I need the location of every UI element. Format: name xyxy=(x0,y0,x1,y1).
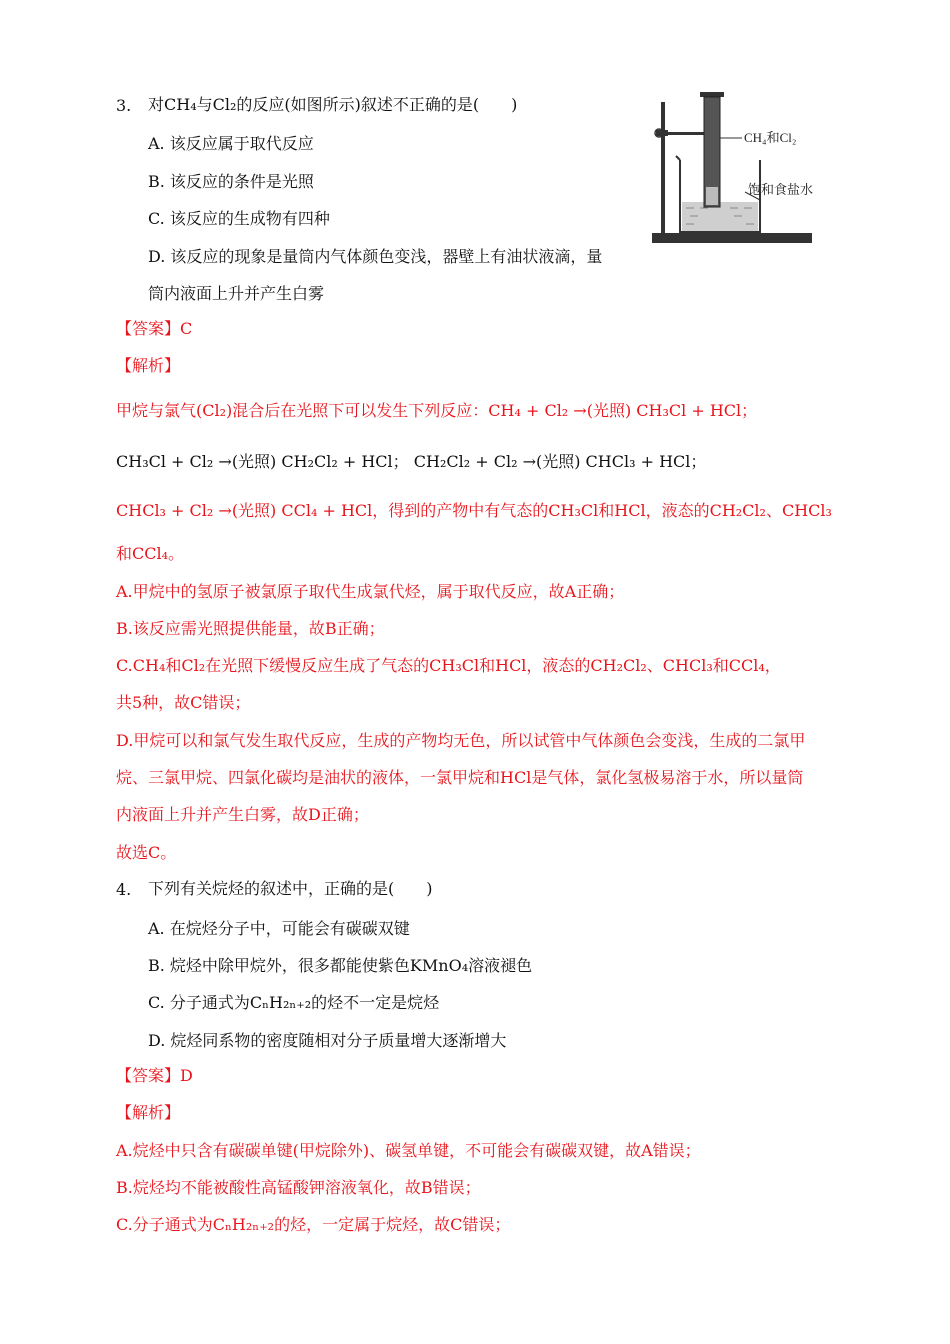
question-3-analysis-line: B.该反应需光照提供能量，故B正确； xyxy=(116,619,385,638)
question-3-analysis-title: 【解析】 xyxy=(116,356,181,375)
question-4-analysis-line: A.烷烃中只含有碳碳单键(甲烷除外)、碳氢单键，不可能会有碳碳双键，故A错误； xyxy=(116,1141,701,1160)
cylinder-top xyxy=(700,92,724,97)
question-3-analysis-equation: CH₃Cl + Cl₂ →(光照) CH₂Cl₂ + HCl； CH₂Cl₂ + Cl₂ →(光照) CHCl₃ + HCl； xyxy=(116,452,707,471)
question-3-option-a: A. 该反应属于取代反应 xyxy=(148,134,314,153)
stand-base xyxy=(652,233,812,243)
question-4-option-d: D. 烷烃同系物的密度随相对分子质量增大逐渐增大 xyxy=(148,1031,507,1050)
question-3-analysis-line: 内液面上升并产生白雾，故D正确； xyxy=(116,805,369,824)
question-4-analysis-line: C.分子通式为CₙH₂ₙ₊₂的烃，一定属于烷烃，故C错误； xyxy=(116,1215,511,1234)
question-4-stem: 下列有关烷烃的叙述中，正确的是( ) xyxy=(148,879,433,898)
question-3-analysis-line: D.甲烷可以和氯气发生取代反应，生成的产物均无色，所以试管中气体颜色会变浅，生成的二氯甲 xyxy=(116,731,806,750)
question-4-number: 4. xyxy=(116,880,132,899)
question-4-answer: 【答案】D xyxy=(116,1066,193,1085)
question-3-option-d: D. 该反应的现象是量筒内气体颜色变浅，器壁上有油状液滴，量 xyxy=(148,247,603,266)
question-3-analysis-line: 和CCl₄。 xyxy=(116,544,185,563)
question-3-analysis-line: 烷、三氯甲烷、四氯化碳均是油状的液体，一氯甲烷和HCl是气体，氯化氢极易溶于水，所以量筒 xyxy=(116,768,804,787)
question-3-option-b: B. 该反应的条件是光照 xyxy=(148,172,314,191)
question-3-number: 3. xyxy=(116,96,132,115)
question-4-analysis-title: 【解析】 xyxy=(116,1103,181,1122)
apparatus-diagram xyxy=(650,92,850,252)
question-3-stem: 对CH₄与Cl₂的反应(如图所示)叙述不正确的是( ) xyxy=(148,95,518,114)
question-3-answer: 【答案】C xyxy=(116,319,193,338)
question-3-analysis-line: 共5种，故C错误； xyxy=(116,693,251,712)
question-4-option-b: B. 烷烃中除甲烷外，很多都能使紫色KMnO₄溶液褪色 xyxy=(148,956,533,975)
label-gas: CH₄和Cl₂ xyxy=(744,130,797,145)
apparatus-figure xyxy=(650,92,850,252)
question-4-analysis-line: B.烷烃均不能被酸性高锰酸钾溶液氧化，故B错误； xyxy=(116,1178,481,1197)
label-salt-water: 饱和食盐水 xyxy=(748,182,814,197)
question-3-option-d-cont: 筒内液面上升并产生白雾 xyxy=(148,284,325,303)
question-3-analysis-line: 甲烷与氯气(Cl₂)混合后在光照下可以发生下列反应：CH₄ + Cl₂ →(光照) CH₃Cl + HCl； xyxy=(116,401,758,420)
question-3-analysis-line: C.CH₄和Cl₂在光照下缓慢反应生成了气态的CH₃Cl和HCl，液态的CH₂Cl₂、CHCl₃和CCl₄， xyxy=(116,656,781,675)
question-3-option-c: C. 该反应的生成物有四种 xyxy=(148,209,330,228)
question-3-analysis-line: CHCl₃ + Cl₂ →(光照) CCl₄ + HCl，得到的产物中有气态的CH₃Cl和HCl，液态的CH₂Cl₂、CHCl₃ xyxy=(116,501,832,520)
question-3-analysis-line: 故选C。 xyxy=(116,843,177,862)
question-4-option-a: A. 在烷烃分子中，可能会有碳碳双键 xyxy=(148,919,410,938)
question-3-analysis-line: A.甲烷中的氢原子被氯原子取代生成氯代烃，属于取代反应，故A正确； xyxy=(116,582,625,601)
question-4-option-c: C. 分子通式为CₙH₂ₙ₊₂的烃不一定是烷烃 xyxy=(148,993,440,1012)
stand-rod xyxy=(661,102,665,233)
